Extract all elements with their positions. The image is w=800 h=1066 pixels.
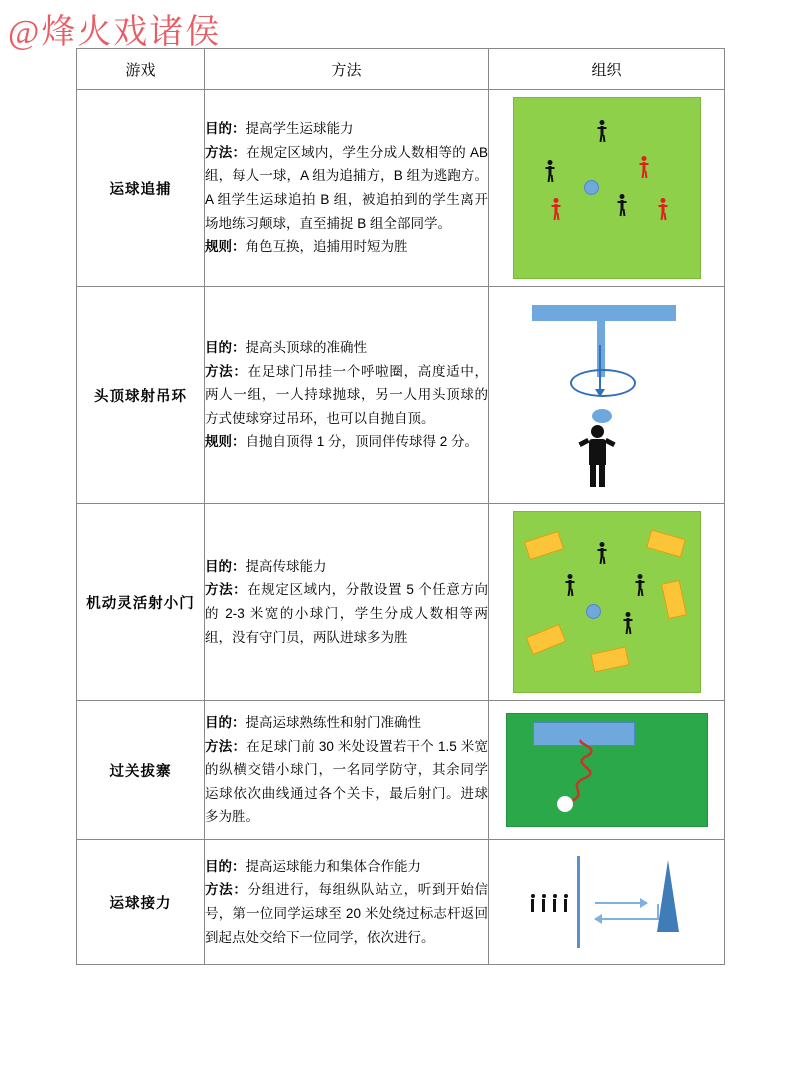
game-name: 头顶球射吊环 — [77, 287, 205, 504]
player-icon — [546, 160, 555, 182]
crossbar-shape — [532, 305, 676, 321]
player-icon — [552, 198, 561, 220]
game-method — [205, 504, 489, 701]
method-label: 目的： — [205, 858, 246, 874]
method-label: 规则： — [205, 239, 246, 255]
method-label: 方法： — [205, 738, 247, 754]
forward-arrow-icon — [595, 902, 647, 904]
player-icon — [562, 894, 569, 912]
column-header-method: 方法 — [205, 49, 489, 90]
game-organization — [489, 287, 725, 504]
mini-goal-shape — [590, 646, 629, 672]
slalom-shoot-diagram — [506, 713, 708, 827]
return-arrow-icon — [595, 918, 659, 920]
mini-goal-shape — [523, 531, 563, 560]
method-text: 在足球门前 30 米处设置若干个 1.5 米宽的纵横交错小球门，一名同学防守，其余同学运球依次曲线通过各个关卡，最后射门。进球多为胜。 — [205, 738, 489, 825]
player-icon — [566, 574, 575, 596]
table-row — [77, 701, 725, 840]
player-icon — [659, 198, 668, 220]
player-icon — [529, 894, 536, 912]
method-text: 角色互换，追捕用时短为胜 — [245, 239, 408, 255]
player-icon — [576, 425, 618, 487]
method-line — [205, 235, 488, 259]
marker-cone-icon — [657, 860, 679, 932]
game-organization — [489, 840, 725, 965]
watermark: @烽火戏诸侯 — [8, 14, 222, 51]
hula-hoop-shape — [570, 369, 636, 397]
method-text: 分组进行，每组纵队站立，听到开始信号，第一位同学运球至 20 米处绕过标志杆返回到起点处交给下一位同学，依次进行。 — [205, 882, 489, 945]
table-row — [77, 90, 725, 287]
game-method — [205, 90, 489, 287]
method-text: 提高运球能力和集体合作能力 — [245, 858, 421, 874]
game-method — [205, 840, 489, 965]
table-row — [77, 287, 725, 504]
player-icon — [551, 894, 558, 912]
dribble-relay-diagram — [507, 854, 707, 950]
table-row — [77, 840, 725, 965]
method-label: 目的： — [205, 121, 246, 137]
method-label: 目的： — [205, 339, 246, 355]
game-name: 过关拔寨 — [77, 701, 205, 840]
method-text: 提高学生运球能力 — [245, 121, 354, 137]
column-header-organization: 组织 — [489, 49, 725, 90]
table-header-row — [77, 49, 725, 90]
slalom-path-icon — [507, 714, 707, 826]
method-line — [205, 578, 488, 649]
method-line — [205, 117, 488, 141]
method-label: 方法： — [205, 882, 248, 898]
method-text: 自抛自顶得 1 分，顶同伴传球得 2 分。 — [245, 434, 479, 450]
mini-goal-shape — [646, 529, 686, 557]
games-sheet — [76, 48, 724, 965]
ball-icon — [592, 409, 612, 423]
games-table — [76, 48, 725, 965]
method-line — [205, 711, 488, 735]
game-name: 机动灵活射小门 — [77, 504, 205, 701]
method-line — [205, 336, 488, 360]
player-icon — [598, 542, 607, 564]
method-label: 目的： — [205, 714, 246, 730]
method-line — [205, 855, 488, 879]
mini-goal-shape — [660, 580, 686, 619]
method-label: 方法： — [205, 144, 247, 160]
game-name: 运球接力 — [77, 840, 205, 965]
start-line-shape — [577, 856, 580, 948]
method-line — [205, 878, 488, 949]
method-line — [205, 360, 488, 431]
column-header-game: 游戏 — [77, 49, 205, 90]
method-text: 提高传球能力 — [245, 558, 327, 574]
method-text: 在规定区域内，学生分成人数相等的 AB 组，每人一球，A 组为追捕方，B 组为逃跑方。A 组学生运球追拍 B 组，被追拍到的学生离开场地练习颠球，直至捕捉 B 组全部同学。 — [205, 144, 489, 231]
player-icon — [618, 194, 627, 216]
dribble-chase-diagram — [513, 97, 701, 279]
mini-goal-field-diagram — [513, 511, 701, 693]
table-row — [77, 504, 725, 701]
method-line — [205, 735, 488, 830]
ball-icon — [586, 604, 601, 619]
game-name: 运球追捕 — [77, 90, 205, 287]
method-text: 在足球门吊挂一个呼啦圈，高度适中，两人一组，一人持球抛球，另一人用头顶球的方式使球穿过吊环，也可以自抛自顶。 — [205, 363, 489, 426]
method-text: 提高头顶球的准确性 — [245, 339, 367, 355]
player-icon — [598, 120, 607, 142]
method-label: 方法： — [205, 582, 248, 598]
ball-icon — [557, 796, 573, 812]
method-line — [205, 141, 488, 236]
game-method — [205, 701, 489, 840]
header-hoop-diagram — [514, 297, 700, 493]
method-label: 规则： — [205, 434, 246, 450]
game-organization — [489, 504, 725, 701]
player-icon — [540, 894, 547, 912]
method-line — [205, 555, 488, 579]
method-text: 在规定区域内，分散设置 5 个任意方向的 2-3 米宽的小球门，学生分成人数相等两组，没有守门员，两队进球多为胜 — [205, 582, 489, 645]
method-label: 目的： — [205, 558, 246, 574]
player-icon — [640, 156, 649, 178]
mini-goal-shape — [525, 624, 565, 655]
game-organization — [489, 90, 725, 287]
player-icon — [636, 574, 645, 596]
game-organization — [489, 701, 725, 840]
game-method — [205, 287, 489, 504]
player-icon — [624, 612, 633, 634]
method-text: 提高运球熟练性和射门准确性 — [245, 714, 421, 730]
ball-icon — [584, 180, 599, 195]
method-line — [205, 430, 488, 454]
method-label: 方法： — [205, 363, 248, 379]
